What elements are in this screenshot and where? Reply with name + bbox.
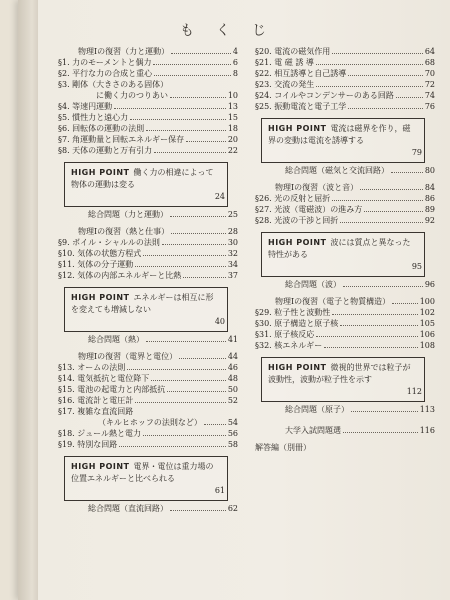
entry-title: 解答編（別冊）: [255, 443, 311, 452]
entry-title: §22. 相互誘導と自己誘導: [255, 69, 347, 78]
entry-title: §11. 気体の分子運動: [58, 260, 134, 269]
page-number: 72: [424, 80, 435, 89]
page-number: 13: [227, 102, 238, 111]
book-spine: [18, 0, 38, 600]
high-point-text: 波には質点と異なった特性がある: [268, 238, 411, 259]
entry-title: §14. 電気抵抗と電位降下: [58, 374, 150, 383]
toc-entry: [58, 134, 238, 145]
dot-leader: [348, 108, 423, 109]
dot-leader: [154, 152, 226, 153]
dot-leader: [391, 172, 423, 173]
toc-entry: [255, 425, 435, 436]
page-number: 58: [227, 440, 238, 449]
entry-title: §32. 核エネルギー: [255, 341, 323, 350]
toc-entry: [255, 57, 435, 68]
dot-leader: [146, 341, 226, 342]
toc-entry: [58, 145, 238, 156]
toc-entry: [255, 340, 435, 351]
dot-leader: [348, 75, 423, 76]
page-number: 22: [227, 146, 238, 155]
toc-entry: [255, 68, 435, 79]
entry-title: §16. 電流計と電圧計: [58, 396, 134, 405]
high-point-label: HIGH POINT: [71, 168, 130, 177]
toc-entry: [255, 215, 435, 226]
entry-title: §3. 剛体（大きさのある固体）: [58, 80, 169, 89]
toc-entry: [255, 279, 435, 290]
dot-leader: [179, 358, 226, 359]
entry-title: §29. 粒子性と波動性: [255, 308, 331, 317]
toc-entry: [58, 57, 238, 68]
toc-entry: [58, 112, 238, 123]
page-number: 100: [419, 297, 435, 306]
toc-entry: [255, 296, 435, 307]
page-number: 41: [227, 335, 238, 344]
high-point-box: [261, 232, 425, 277]
dot-leader: [364, 211, 423, 212]
dot-leader: [114, 108, 226, 109]
page-number: 86: [424, 194, 435, 203]
dot-leader: [171, 233, 226, 234]
toc-entry: [58, 68, 238, 79]
dot-leader: [170, 216, 226, 217]
entry-title: §8. 天体の運動と万有引力: [58, 146, 153, 155]
page-number: 106: [419, 330, 435, 339]
dot-leader: [316, 86, 423, 87]
entry-title: 総合問題（原子）: [285, 405, 349, 414]
entry-title: §15. 電池の起電力と内部抵抗: [58, 385, 166, 394]
entry-title: 総合問題（熱）: [88, 335, 144, 344]
high-point-box: [64, 287, 228, 332]
dot-leader: [170, 97, 226, 98]
page-number: 74: [424, 91, 435, 100]
page-number: 108: [419, 341, 435, 350]
page-number: 105: [419, 319, 435, 328]
toc-entry: [255, 79, 435, 90]
page-number: 44: [227, 352, 238, 361]
dot-leader: [360, 189, 423, 190]
page-number: 92: [424, 216, 435, 225]
toc-entry: [255, 193, 435, 204]
page-number: 95: [411, 262, 422, 271]
dot-leader: [167, 391, 226, 392]
toc-entry: [58, 237, 238, 248]
entry-title: 物理Ⅰの復習（波と音）: [275, 183, 359, 192]
entry-title: 物理Ⅰの復習（電界と電位）: [78, 352, 178, 361]
dot-leader: [343, 432, 418, 433]
entry-title: 物理Ⅰの復習（力と運動）: [78, 47, 170, 56]
toc-entry: [58, 90, 238, 101]
high-point-text: 電流は磁界を作り，磁界の変動は電流を誘導する: [268, 124, 411, 145]
high-point-text: 働く力の相違によって物体の運動は変る: [71, 168, 214, 189]
toc-entry: [58, 428, 238, 439]
toc-entry: [255, 90, 435, 101]
entry-title: §25. 振動電流と電子工学: [255, 102, 347, 111]
high-point-box: [64, 162, 228, 207]
toc-entry: [58, 248, 238, 259]
page-number: 4: [232, 47, 238, 56]
page-number: 54: [227, 418, 238, 427]
page-number: 20: [227, 135, 238, 144]
high-point-box: [261, 357, 425, 402]
dot-leader: [143, 255, 226, 256]
page-number: 34: [227, 260, 238, 269]
dot-leader: [340, 222, 423, 223]
high-point-text: 電界・電位は重力場の位置エネルギーと比べられる: [71, 462, 214, 483]
high-point-label: HIGH POINT: [268, 124, 327, 133]
dot-leader: [351, 411, 418, 412]
entry-title: （キルヒホッフの法則など）: [98, 418, 202, 427]
page-number: 6: [232, 58, 238, 67]
toc-entry: [58, 79, 238, 90]
page-number: 50: [227, 385, 238, 394]
toc-entry: [58, 46, 238, 57]
toc-entry: [58, 270, 238, 281]
toc-entry: [58, 209, 238, 220]
dot-leader: [119, 446, 226, 447]
entry-title: §6. 回転体の運動の法則: [58, 124, 145, 133]
page-number: 68: [424, 58, 435, 67]
page-number: 62: [227, 504, 238, 513]
toc-entry: [255, 307, 435, 318]
page-number: 76: [424, 102, 435, 111]
dot-leader: [135, 402, 226, 403]
dot-leader: [153, 64, 230, 65]
high-point-label: HIGH POINT: [268, 238, 327, 247]
toc-entry: [58, 101, 238, 112]
entry-title: §19. 特別な回路: [58, 440, 118, 449]
page-number: 8: [232, 69, 238, 78]
page-number: 32: [227, 249, 238, 258]
dot-leader: [127, 369, 226, 370]
toc-entry: [58, 406, 238, 417]
page-number: 112: [406, 387, 422, 396]
toc-entry: [255, 165, 435, 176]
page-number: 64: [424, 47, 435, 56]
dot-leader: [316, 64, 423, 65]
toc-right-column: [255, 46, 435, 453]
high-point-text: 微視的世界では粒子が波動性，波動が粒子性を示す: [268, 363, 411, 384]
entry-title: §26. 光の反射と屈折: [255, 194, 331, 203]
toc-entry: [255, 318, 435, 329]
dot-leader: [332, 53, 423, 54]
page-number: 80: [424, 166, 435, 175]
entry-title: §5. 慣性力と遠心力: [58, 113, 129, 122]
dot-leader: [171, 53, 231, 54]
toc-entry: [58, 334, 238, 345]
page-number: 89: [424, 205, 435, 214]
page-number: 61: [214, 486, 225, 495]
dot-leader: [396, 97, 423, 98]
page-number: 79: [411, 148, 422, 157]
page-number: 10: [227, 91, 238, 100]
entry-title: §20. 電流の磁気作用: [255, 47, 331, 56]
entry-title: §17. 複雑な直流回路: [58, 407, 134, 416]
page-number: 113: [419, 405, 435, 414]
page-number: 30: [227, 238, 238, 247]
page-number: 15: [227, 113, 238, 122]
entry-title: §31. 原子核反応: [255, 330, 315, 339]
dot-leader: [340, 325, 417, 326]
page-number: 46: [227, 363, 238, 372]
dot-leader: [135, 266, 226, 267]
entry-title: §30. 原子構造と原子核: [255, 319, 339, 328]
page-number: 28: [227, 227, 238, 236]
entry-title: §21. 電 磁 誘 導: [255, 58, 314, 67]
entry-title: §28. 光波の干渉と回折: [255, 216, 339, 225]
toc-entry: [255, 101, 435, 112]
toc-entry: [58, 439, 238, 450]
toc-entry: [58, 259, 238, 270]
entry-title: §12. 気体の内部エネルギーと比熱: [58, 271, 182, 280]
toc-entry: [255, 442, 435, 453]
spacer: [255, 415, 435, 425]
toc-entry: [58, 351, 238, 362]
entry-title: §9. ボイル・シャルルの法則: [58, 238, 160, 247]
dot-leader: [162, 244, 226, 245]
dot-leader: [183, 277, 226, 278]
high-point-label: HIGH POINT: [71, 293, 130, 302]
dot-leader: [143, 435, 226, 436]
entry-title: §13. オームの法則: [58, 363, 126, 372]
page-number: 96: [424, 280, 435, 289]
entry-title: 大学入試問題選: [285, 426, 341, 435]
page-number: 40: [214, 317, 225, 326]
toc-entry: [255, 204, 435, 215]
dot-leader: [170, 510, 226, 511]
entry-title: 総合問題（磁気と交流回路）: [285, 166, 389, 175]
dot-leader: [154, 75, 231, 76]
page-number: 116: [419, 426, 435, 435]
entry-title: 総合問題（力と運動）: [88, 210, 168, 219]
page-number: 70: [424, 69, 435, 78]
page-number: 25: [227, 210, 238, 219]
entry-title: 物理Ⅰの復習（熱と仕事）: [78, 227, 170, 236]
entry-title: §2. 平行な力の合成と重心: [58, 69, 153, 78]
entry-title: 総合問題（波）: [285, 280, 341, 289]
page-number: 24: [214, 192, 225, 201]
toc-entry: [58, 362, 238, 373]
book-page: [18, 0, 450, 600]
high-point-label: HIGH POINT: [268, 363, 327, 372]
dot-leader: [343, 286, 423, 287]
toc-entry: [255, 329, 435, 340]
dot-leader: [186, 141, 226, 142]
dot-leader: [324, 347, 417, 348]
dot-leader: [332, 314, 417, 315]
toc-left-column: [58, 46, 238, 514]
page-number: 37: [227, 271, 238, 280]
toc-entry: [58, 417, 238, 428]
high-point-label: HIGH POINT: [71, 462, 130, 471]
entry-title: §4. 等速円運動: [58, 102, 113, 111]
high-point-box: [261, 118, 425, 163]
dot-leader: [392, 303, 418, 304]
dot-leader: [204, 424, 226, 425]
dot-leader: [316, 336, 417, 337]
entry-title: 総合問題（直流回路）: [88, 504, 168, 513]
entry-title: §1. 力のモーメントと偶力: [58, 58, 152, 67]
toc-entry: [58, 503, 238, 514]
page-number: 102: [419, 308, 435, 317]
entry-title: §23. 交流の発生: [255, 80, 315, 89]
high-point-box: [64, 456, 228, 501]
entry-title: に働く力のつりあい: [96, 91, 168, 100]
entry-title: §7. 角運動量と回転エネルギー保存: [58, 135, 185, 144]
page-number: 56: [227, 429, 238, 438]
page-number: 48: [227, 374, 238, 383]
entry-title: §18. ジュール熱と電力: [58, 429, 141, 438]
toc-entry: [58, 226, 238, 237]
page-number: 18: [227, 124, 238, 133]
toc-entry: [58, 384, 238, 395]
entry-title: §27. 光波（電磁波）の進み方: [255, 205, 363, 214]
toc-entry: [58, 123, 238, 134]
high-point-text: エネルギーは相互に形を変えても増減しない: [71, 293, 214, 314]
page-number: 52: [227, 396, 238, 405]
toc-entry: [58, 395, 238, 406]
page-title: もくじ: [180, 23, 288, 39]
dot-leader: [130, 119, 226, 120]
entry-title: §24. コイルやコンデンサーのある回路: [255, 91, 394, 100]
toc-entry: [255, 46, 435, 57]
toc-entry: [255, 404, 435, 415]
entry-title: 物理Ⅰの復習（電子と物質構造）: [275, 297, 391, 306]
dot-leader: [332, 200, 423, 201]
toc-entry: [58, 373, 238, 384]
dot-leader: [151, 380, 226, 381]
dot-leader: [146, 130, 226, 131]
toc-entry: [255, 182, 435, 193]
page-number: 84: [424, 183, 435, 192]
entry-title: §10. 気体の状態方程式: [58, 249, 142, 258]
